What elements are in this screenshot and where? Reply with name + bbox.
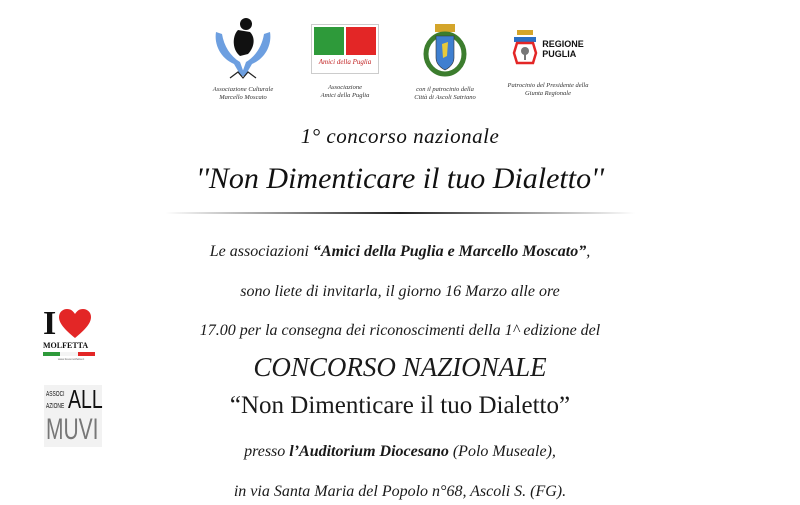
molfetta-label: MOLFETTA	[43, 341, 89, 350]
divider	[165, 212, 635, 214]
associazione-label	[46, 389, 65, 413]
invitation-line-3: 17.00 per la consegna dei riconoscimenti della 1^ edizione del	[199, 322, 601, 339]
green-panel	[314, 27, 344, 55]
address-line: in via Santa Maria del Popolo n°68, Ascoli S. (FG).	[233, 483, 567, 500]
caption-line: Associazione Culturale	[212, 86, 274, 93]
text-span: presso	[244, 443, 290, 460]
text-line: AZIONE	[46, 403, 65, 410]
italian-flag-stripe	[43, 352, 95, 356]
associations-name: “Amici della Puglia e Marcello Moscato”	[312, 243, 587, 260]
puglia-label: PUGLIA	[542, 49, 577, 59]
heart-icon	[58, 309, 92, 339]
text-line: ASSOCI	[46, 391, 65, 398]
caption-line: con il patrocinio della	[416, 86, 474, 93]
molfetta-url: www.ilovemolfetta.it	[57, 357, 85, 361]
logo-caption	[200, 86, 286, 102]
invitation-line-1	[0, 243, 800, 261]
text-span: Le associazioni	[209, 243, 313, 260]
letter-i: I	[43, 305, 57, 342]
muvi-label: MUVI	[46, 413, 99, 446]
all-label: ALL	[68, 384, 103, 414]
logo-caption	[405, 86, 485, 102]
venue-line	[0, 443, 800, 461]
logo-i-love-molfetta	[43, 305, 99, 366]
text-span: (Polo Museale),	[448, 443, 556, 460]
caption-line: Patrocinio del Presidente della	[507, 82, 589, 89]
regione-label: REGIONE	[542, 39, 584, 49]
subheadline: “Non Dimenticare il tuo Dialetto”	[229, 392, 571, 419]
invitation-line-2: sono liete di invitarla, il giorno 16 Marzo alle ore	[240, 283, 560, 300]
i-love-row	[43, 305, 99, 342]
red-panel	[346, 27, 376, 55]
logo-caption	[305, 84, 385, 100]
title-line-1: 1° concorso nazionale	[300, 124, 500, 148]
logo-regione-puglia	[500, 24, 596, 98]
caption-line: Amici della Puglia	[320, 92, 370, 99]
logo-caption	[500, 82, 596, 98]
coat-of-arms-icon	[423, 22, 467, 78]
caption-line: Marcello Moscato	[219, 94, 267, 101]
regione-shield-icon	[512, 29, 538, 69]
logo-ascoli-satriano	[405, 22, 485, 102]
logo-all-muvi	[44, 385, 102, 447]
venue-name: l’Auditorium Diocesano	[289, 443, 449, 460]
regione-puglia-emblem	[500, 24, 596, 74]
amici-della-puglia-emblem	[311, 24, 379, 74]
emblem-text: Amici della Puglia	[318, 58, 372, 66]
logo-amici-della-puglia	[305, 24, 385, 100]
caption-line: Giunta Regionale	[524, 90, 572, 97]
title-line-2: ''Non Dimenticare il tuo Dialetto''	[196, 162, 604, 195]
text-span: ,	[586, 243, 591, 260]
regione-text	[542, 39, 584, 59]
caption-line: Città di Ascoli Satriano	[414, 94, 476, 101]
headline: CONCORSO NAZIONALE	[253, 352, 547, 382]
logo-marcello-moscato	[200, 14, 286, 102]
caption-line: Associazione	[328, 84, 362, 91]
hands-figure-icon	[208, 14, 278, 82]
